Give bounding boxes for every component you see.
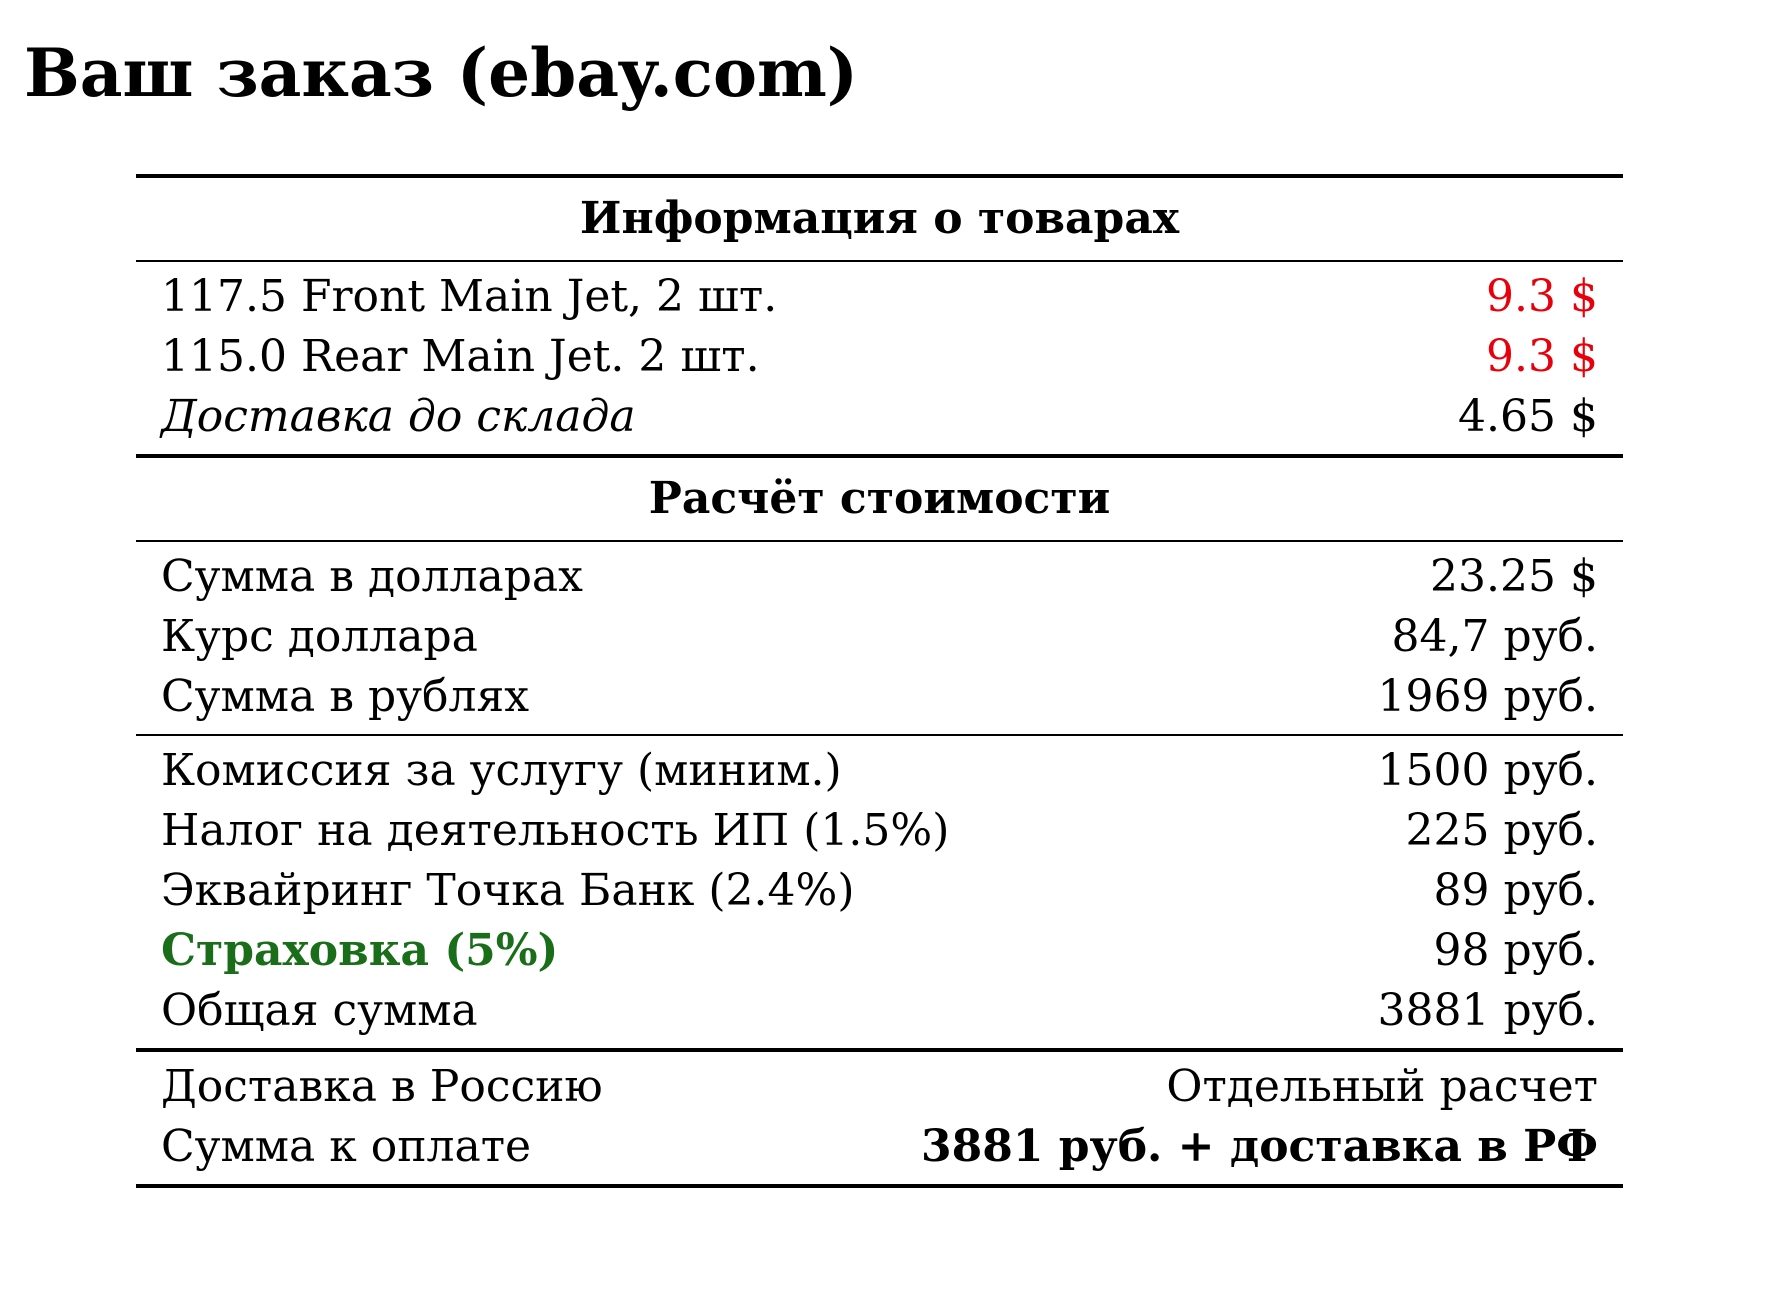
table-bottom-rule	[136, 1184, 1623, 1188]
sum-usd-value: 23.25 $	[1430, 551, 1598, 602]
insurance-label: Страховка (5%)	[161, 925, 559, 976]
russia-delivery-value: Отдельный расчет	[1166, 1061, 1598, 1112]
warehouse-delivery-value: 4.65 $	[1458, 391, 1598, 442]
warehouse-delivery-row	[136, 387, 1623, 447]
russia-delivery-row	[136, 1057, 1623, 1117]
goods-section-heading: Информация о товарах	[579, 193, 1180, 244]
russia-delivery-label: Доставка в Россию	[161, 1061, 603, 1112]
amount-due-value: 3881 руб. + доставка в РФ	[920, 1121, 1598, 1172]
exchange-rate-label: Курс доллара	[161, 611, 478, 662]
service-commission-value: 1500 руб.	[1377, 745, 1598, 796]
total-value: 3881 руб.	[1377, 985, 1598, 1036]
acquiring-row	[136, 861, 1623, 921]
goods-item-label: 115.0 Rear Main Jet. 2 шт.	[161, 331, 760, 382]
goods-item-row	[136, 267, 1623, 327]
sum-usd-label: Сумма в долларах	[161, 551, 583, 602]
sum-rub-row	[136, 667, 1623, 727]
goods-item-price: 9.3 $	[1486, 331, 1598, 382]
sum-rub-label: Сумма в рублях	[161, 671, 530, 722]
order-table	[136, 174, 1623, 1188]
goods-item-price: 9.3 $	[1486, 271, 1598, 322]
final-rows	[136, 1052, 1623, 1184]
cost-section-heading: Расчёт стоимости	[648, 473, 1111, 524]
exchange-rate-value: 84,7 руб.	[1391, 611, 1598, 662]
insurance-row	[136, 921, 1623, 981]
fee-rows	[136, 736, 1623, 1048]
sum-rub-value: 1969 руб.	[1377, 671, 1598, 722]
amount-due-label: Сумма к оплате	[161, 1121, 532, 1172]
conversion-rows	[136, 542, 1623, 734]
amount-due-row	[136, 1117, 1623, 1177]
tax-label: Налог на деятельность ИП (1.5%)	[161, 805, 950, 856]
acquiring-label: Эквайринг Точка Банк (2.4%)	[161, 865, 855, 916]
insurance-value: 98 руб.	[1433, 925, 1598, 976]
goods-rows	[136, 262, 1623, 454]
acquiring-value: 89 руб.	[1433, 865, 1598, 916]
service-commission-label: Комиссия за услугу (миним.)	[161, 745, 842, 796]
total-label: Общая сумма	[161, 985, 478, 1036]
tax-value: 225 руб.	[1405, 805, 1598, 856]
exchange-rate-row	[136, 607, 1623, 667]
tax-row	[136, 801, 1623, 861]
warehouse-delivery-label: Доставка до склада	[161, 391, 636, 442]
page-title: Ваш заказ (ebay.com)	[24, 34, 859, 112]
sum-usd-row	[136, 547, 1623, 607]
goods-item-row	[136, 327, 1623, 387]
goods-item-label: 117.5 Front Main Jet, 2 шт.	[161, 271, 778, 322]
total-row	[136, 981, 1623, 1041]
service-commission-row	[136, 741, 1623, 801]
